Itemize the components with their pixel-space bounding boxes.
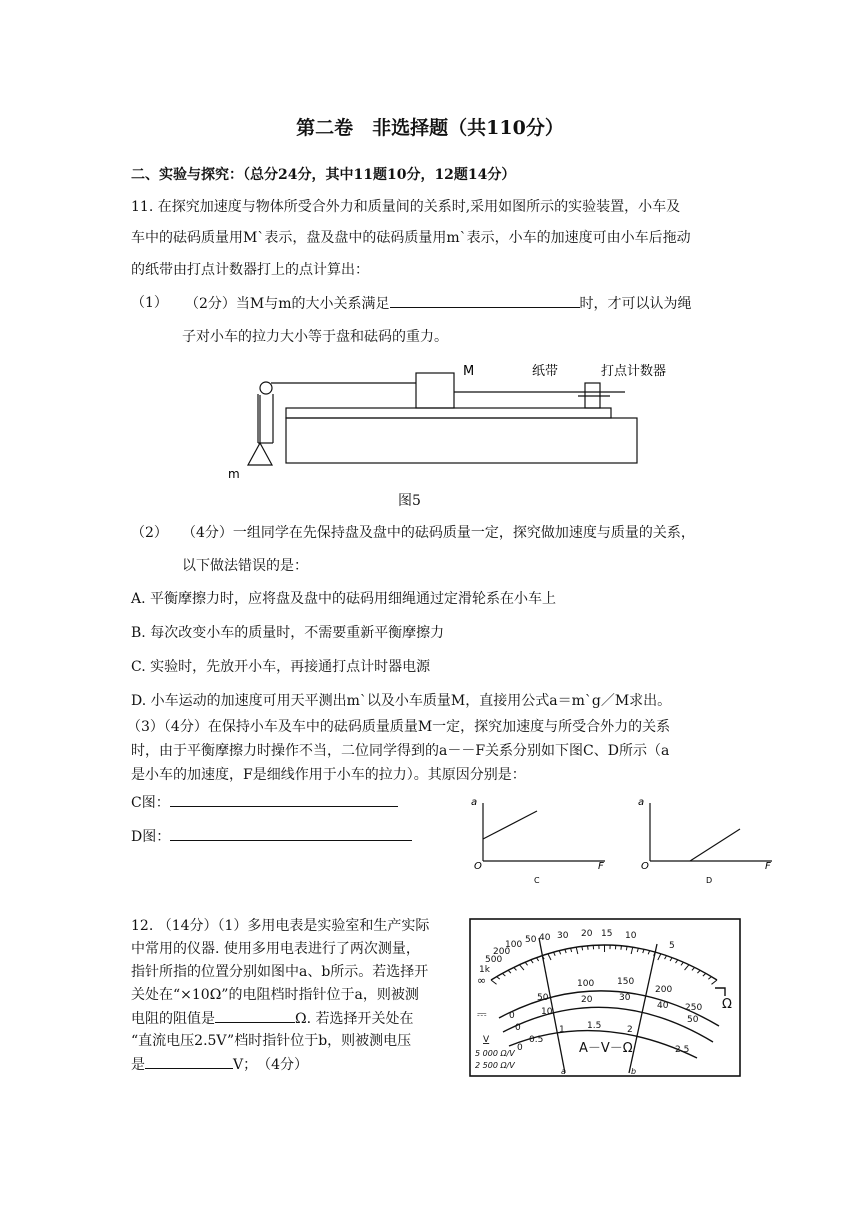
graph-c-f-label: F [598, 861, 604, 872]
ohm-scale-tick [588, 946, 589, 950]
q12-line7-b: V； （4分） [233, 1057, 309, 1073]
ohm-label-50: 50 [525, 935, 537, 945]
mid-label-250: 250 [685, 1003, 703, 1013]
ohm-label-200: 200 [493, 947, 511, 957]
mid2-label-10: 10 [541, 1007, 553, 1017]
mid-label-0: 0 [509, 1011, 515, 1021]
meter-spec-1: 5 000 Ω/V [475, 1049, 515, 1058]
fig-label-timer: 打点计数器 [601, 364, 667, 379]
ohm-label-500: 500 [485, 955, 503, 965]
low-label-1.5: 1.5 [587, 1021, 602, 1031]
graph-c-line [483, 811, 537, 839]
q11-line3: 的纸带由打点计数器打上的点计算出： [131, 262, 369, 278]
ohm-label-5: 5 [669, 941, 675, 951]
ohm-label-100: 100 [505, 940, 523, 950]
low-label-1: 1 [559, 1025, 565, 1035]
graph-d-line [690, 829, 740, 861]
q11-p2-number: （2） [131, 525, 168, 541]
ohm-scale-tick [626, 946, 627, 950]
q12-line5-b: Ω. 若选择开关处在 [295, 1011, 414, 1027]
pointer-b-label: b [631, 1067, 637, 1076]
ohm-label-30: 30 [557, 931, 569, 941]
low-label-0.5: 0.5 [529, 1035, 544, 1045]
option-a: A. 平衡摩擦力时，应将盘及盘中的砝码用细绳通过定滑轮系在小车上 [131, 591, 557, 607]
meter-center-label: A－V－Ω [579, 1041, 633, 1056]
q11-p1-text-c: 子对小车的拉力大小等于盘和砝码的重力。 [182, 329, 448, 345]
q12-line7 [131, 1054, 308, 1075]
meter-spec-2: 2 500 Ω/V [475, 1061, 515, 1070]
fig-label-tape: 纸带 [532, 364, 559, 379]
infinity-label: ∞ [477, 974, 487, 987]
mid2-label-40: 40 [657, 1001, 669, 1011]
ohm-label-1k: 1k [479, 965, 490, 975]
graph-c-caption: C [534, 876, 540, 885]
low-label-0: 0 [517, 1043, 523, 1053]
figure-caption: 图5 [398, 493, 421, 509]
graph-d-f-label: F [765, 861, 771, 872]
resistance-answer-blank[interactable] [215, 1008, 295, 1023]
ohm-label-10: 10 [625, 931, 637, 941]
page-title: 第二卷 非选择题（共110分） [296, 117, 564, 139]
ohm-label-40: 40 [539, 933, 551, 943]
mid-label-200: 200 [655, 985, 673, 995]
graph-d-o-label: O [641, 861, 649, 872]
q11-p1-text-a: （2分）当M与m的大小关系满足 [185, 296, 390, 312]
q12-line5 [131, 1008, 414, 1029]
q11-p1-number: （1） [131, 295, 168, 311]
mid-label-150: 150 [617, 977, 635, 987]
fig-label-M: M [463, 364, 475, 379]
d-label: D图： [131, 829, 171, 845]
q12-line3: 指针所指的位置分别如图中a、b所示。若选择开 [131, 964, 429, 980]
q12-line4: 关处在“×10Ω”的电阻档时指针位于a，则被测 [131, 987, 419, 1003]
mid2-label-20: 20 [581, 995, 593, 1005]
mid2-label-50: 50 [687, 1015, 699, 1025]
ohm-label-20: 20 [581, 929, 593, 939]
q12-line2: 中常用的仪器. 使用多用电表进行了两次测量， [131, 941, 420, 957]
q12-line1: 12. （14分）（1）多用电表是实验室和生产实际 [131, 918, 430, 934]
dc-symbol: ⎓ [477, 1007, 487, 1021]
pointer-a-label: a [561, 1067, 566, 1076]
ohm-symbol: Ω [722, 997, 732, 1012]
q11-p3-text-a: （3）（4分）在保持小车及车中的砝码质量质量M一定，探究加速度与所受合外力的关系 [127, 719, 671, 735]
mid-label-50: 50 [537, 993, 549, 1003]
q11-line2: 车中的砝码质量用M`表示，盘及盘中的砝码质量用m`表示，小车的加速度可由小车后拖动 [131, 230, 691, 246]
section-heading: 二、实验与探究：（总分24分，其中11题10分，12题14分） [131, 167, 516, 183]
graph-d-caption: D [706, 876, 713, 885]
q11-line1: 11. 在探究加速度与物体所受合外力和质量间的关系时,采用如图所示的实验装置，小车及 [131, 199, 681, 215]
graph-c-a-label: a [471, 797, 478, 808]
ohm-scale-tick [621, 946, 622, 950]
graph-d-a-label: a [638, 797, 645, 808]
multimeter-dial [469, 918, 741, 1078]
option-b: B. 每次改变小车的质量时，不需要重新平衡摩擦力 [131, 625, 445, 641]
q12-line5-a: 电阻的阻值是 [131, 1011, 215, 1027]
q11-p2-text-a: （4分）一组同学在先保持盘及盘中的砝码质量一定，探究做加速度与质量的关系， [182, 525, 695, 541]
option-c: C. 实验时，先放开小车，再接通打点计时器电源 [131, 659, 431, 675]
ohm-label-15: 15 [601, 929, 613, 939]
option-d: D. 小车运动的加速度可用天平测出m`以及小车质量M，直接用公式a＝m`g／M求出。 [131, 693, 672, 709]
v-symbol: V [483, 1035, 490, 1045]
c-label: C图： [131, 795, 170, 811]
mid-label-100: 100 [577, 979, 595, 989]
mid2-label-30: 30 [619, 993, 631, 1003]
q12-line6: “直流电压2.5V”档时指针位于b，则被测电压 [131, 1033, 412, 1049]
q11-p1-text-b: 时，才可以认为绳 [579, 296, 692, 312]
fig-label-m: m [228, 467, 240, 481]
graph-c-o-label: O [474, 861, 482, 872]
voltage-answer-blank[interactable] [145, 1054, 233, 1069]
q11-p3-text-b: 时，由于平衡摩擦力时操作不当，二位同学得到的a－－F关系分别如下图C、D所示（a [131, 743, 670, 759]
q11-p2-text-b: 以下做法错误的是： [182, 558, 308, 574]
mid2-label-0: 0 [515, 1023, 521, 1033]
low-label-2.5: 2.5 [675, 1045, 690, 1055]
low-label-2: 2 [627, 1025, 633, 1035]
q11-p3-text-c: 是小车的加速度，F是细线作用于小车的拉力）。其原因分别是： [131, 767, 526, 783]
q12-line7-a: 是 [131, 1057, 145, 1073]
